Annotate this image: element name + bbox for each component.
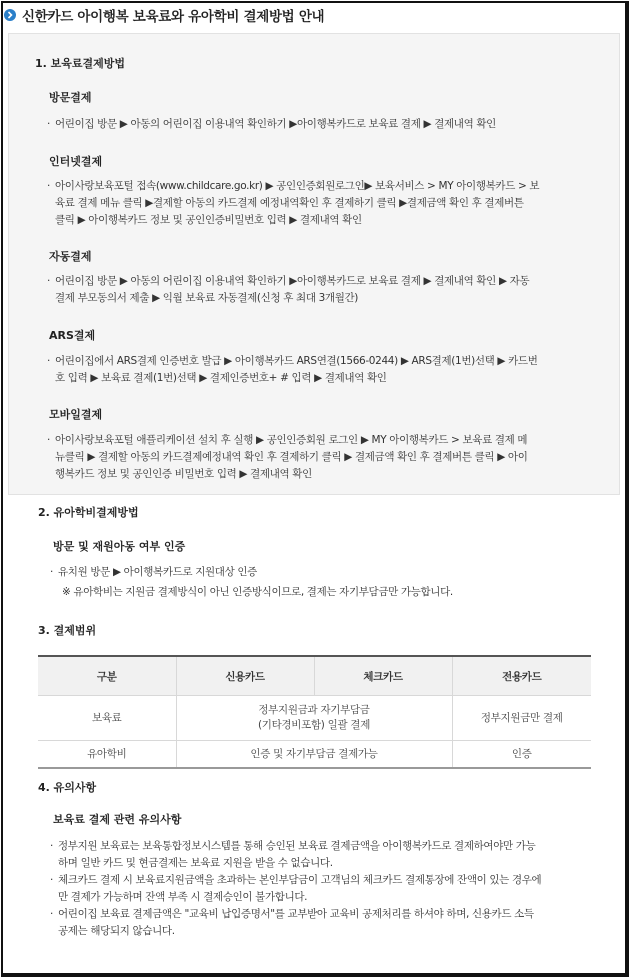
list-item-cont: 공제는 해당되지 않습니다. bbox=[58, 925, 175, 937]
table-row bbox=[38, 696, 591, 741]
row-label-kindergarten: 유아학비 bbox=[38, 741, 176, 769]
notice-list bbox=[50, 838, 610, 940]
desc-line: 호 입력 ▶ 보육료 결제(1번)선택 ▶ 결제인증번호+ # 입력 ▶ 결제내역 확인 bbox=[55, 372, 387, 384]
merged-cell-line: (기타경비포함) 일괄 결제 bbox=[257, 719, 371, 731]
section-heading-3: 3. 결제범위 bbox=[38, 624, 97, 637]
section-heading-2: 2. 유아학비결제방법 bbox=[38, 506, 139, 519]
desc-line: · 어린이집 방문 ▶ 아동의 어린이집 이용내역 확인하기 ▶아이행복카드로 보육료 결제 ▶ 결제내역 확인 bbox=[47, 116, 607, 133]
merged-cell-line: 정부지원금과 자기부담금 bbox=[258, 704, 370, 716]
auto-payment-desc bbox=[47, 273, 607, 307]
auto-payment-title: 자동결제 bbox=[49, 250, 92, 263]
col-header-category: 구분 bbox=[38, 656, 176, 696]
merged-cell bbox=[176, 696, 452, 741]
ars-payment-desc bbox=[47, 353, 607, 387]
list-item-cont: 만 결제가 가능하며 잔액 부족 시 결제승인이 불가합니다. bbox=[58, 891, 308, 903]
section-heading-1: 1. 보육료결제방법 bbox=[35, 57, 126, 70]
table-row bbox=[38, 741, 591, 769]
desc-line: · 어린이집 방문 ▶ 아동의 어린이집 이용내역 확인하기 ▶아이행복카드로 보육료 결제 ▶ 결제내역 확인 ▶ 자동 bbox=[47, 273, 607, 290]
merged-cell: 인증 및 자기부담금 결제가능 bbox=[176, 741, 452, 769]
visit-payment-title: 방문결제 bbox=[49, 91, 92, 104]
mobile-payment-title: 모바일결제 bbox=[49, 408, 103, 421]
visit-payment-desc bbox=[47, 116, 607, 133]
desc-line: 결제 부모동의서 제출 ▶ 익월 보육료 자동결제(신청 후 최대 3개월간) bbox=[55, 292, 359, 304]
list-item: · 어린이집 보육료 결제금액은 "교육비 납입증명서"를 교부받아 교육비 공제처리를 하셔야 하며, 신용카드 소득 bbox=[50, 906, 610, 923]
page-title-row bbox=[4, 4, 324, 26]
internet-payment-desc bbox=[47, 178, 607, 229]
list-item-cont: 하며 일반 카드 및 현금결제는 보육료 지원을 받을 수 없습니다. bbox=[58, 857, 333, 869]
col-header-credit: 신용카드 bbox=[176, 656, 314, 696]
desc-line: · 아이사랑보육포털 애플리케이션 설치 후 실행 ▶ 공인인증회원 로그인 ▶ MY 아이행복카드 > 보육료 결제 메 bbox=[47, 432, 607, 449]
row-label-childcare: 보육료 bbox=[38, 696, 176, 741]
list-item: · 체크카드 결제 시 보육료지원금액을 초과하는 본인부담금이 고객님의 체크카드 결제통장에 잔액이 있는 경우에 bbox=[50, 872, 610, 889]
table-header-row bbox=[38, 656, 591, 696]
chevron-right-icon bbox=[4, 9, 16, 21]
desc-line: · 어린이집에서 ARS결제 인증번호 발급 ▶ 아이행복카드 ARS연결(1566-0244) ▶ ARS결제(1번)선택 ▶ 카드번 bbox=[47, 353, 607, 370]
section-heading-4: 4. 유의사항 bbox=[38, 781, 97, 794]
dedicated-cell: 인증 bbox=[452, 741, 591, 769]
ars-payment-title: ARS결제 bbox=[49, 329, 96, 342]
kindergarten-auth-desc bbox=[50, 564, 610, 581]
col-header-check: 체크카드 bbox=[314, 656, 452, 696]
mobile-payment-desc bbox=[47, 432, 607, 483]
desc-line: 뉴클릭 ▶ 결제할 아동의 카드결제예정내역 확인 후 결제하기 클릭 ▶ 결제금액 확인 후 결제버튼 클릭 ▶ 아이 bbox=[55, 451, 528, 463]
desc-line: 육료 결제 메뉴 클릭 ▶결제할 아동의 카드결제 예정내역확인 후 결제하기 클릭 ▶결제금액 확인 후 결제버튼 bbox=[55, 197, 524, 209]
page-title: 신한카드 아이행복 보육료와 유아학비 결제방법 안내 bbox=[22, 9, 325, 25]
kindergarten-auth-title: 방문 및 재원아동 여부 인증 bbox=[53, 540, 186, 553]
internet-payment-title: 인터넷결제 bbox=[49, 155, 103, 168]
desc-line: 클릭 ▶ 아이행복카드 정보 및 공인인증비밀번호 입력 ▶ 결제내역 확인 bbox=[55, 214, 362, 226]
section-1-box bbox=[8, 33, 620, 495]
kindergarten-note: ※ 유아학비는 지원금 결제방식이 아닌 인증방식이므로, 결제는 자기부담금만 가능합니다. bbox=[62, 586, 453, 598]
desc-line: · 아이사랑보육포털 접속(www.childcare.go.kr) ▶ 공인인증회원로그인▶ 보육서비스 > MY 아이행복카드 > 보 bbox=[47, 178, 607, 195]
col-header-dedicated: 전용카드 bbox=[452, 656, 591, 696]
desc-line: · 유치원 방문 ▶ 아이행복카드로 지원대상 인증 bbox=[50, 564, 610, 581]
list-item: · 정부지원 보육료는 보육통합정보시스템를 통해 승인된 보육료 결제금액을 아이행복카드로 결제하여야만 가능 bbox=[50, 838, 610, 855]
dedicated-cell: 정부지원금만 결제 bbox=[452, 696, 591, 741]
payment-range-table bbox=[38, 655, 591, 769]
desc-line: 행복카드 정보 및 공인인증 비밀번호 입력 ▶ 결제내역 확인 bbox=[55, 468, 312, 480]
notice-subtitle: 보육료 결제 관련 유의사항 bbox=[53, 813, 182, 826]
